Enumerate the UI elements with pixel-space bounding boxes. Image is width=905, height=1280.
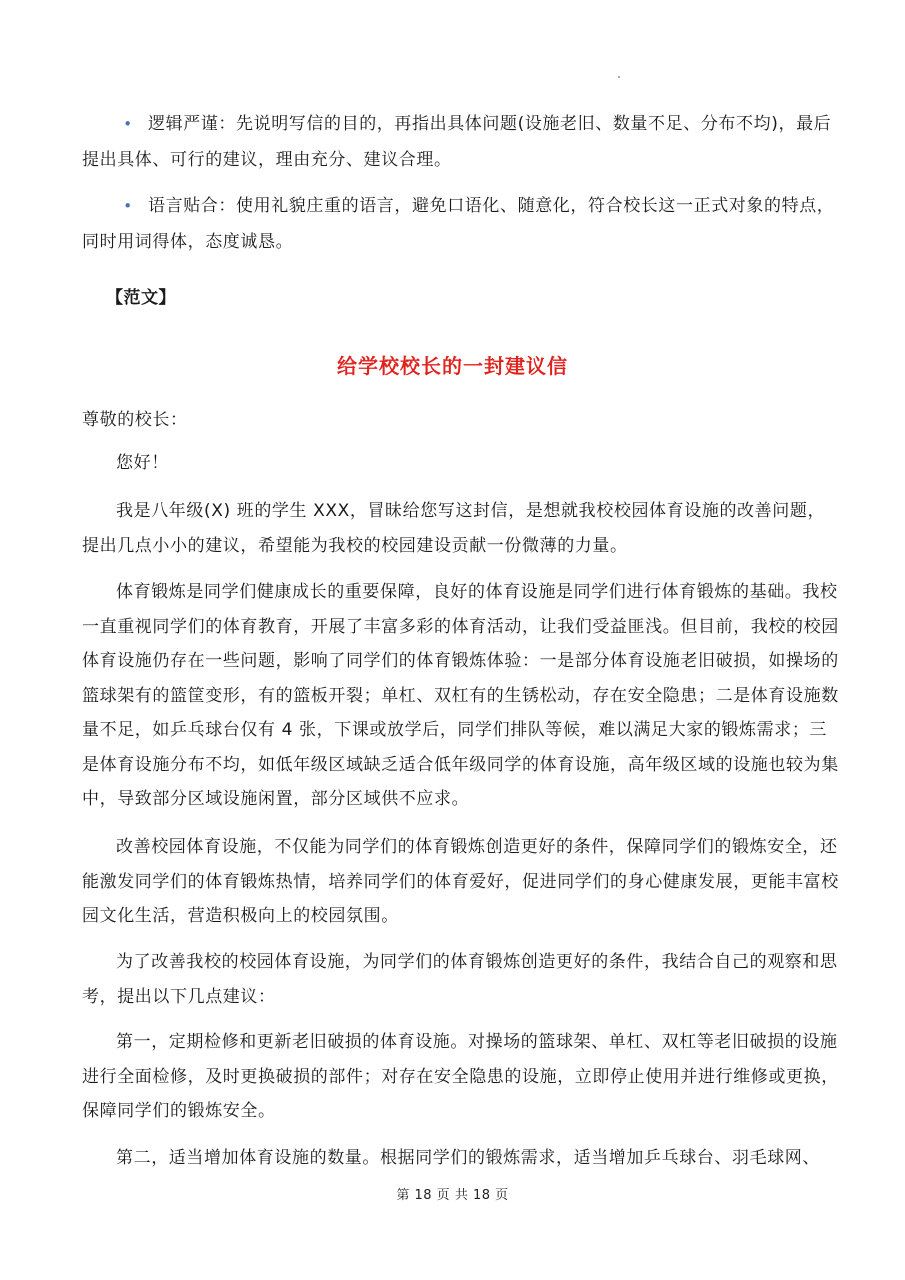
letter-paragraph: 第一，定期检修和更新老旧破损的体育设施。对操场的篮球架、单杠、双杠等老旧破损的设施进行全面检修，及时更换破损的部件；对存在安全隐患的设施，立即停止使用并进行维修或更换，保障同学们的锻炼安全。 [82, 1032, 839, 1121]
letter-paragraph: 改善校园体育设施，不仅能为同学们的体育锻炼创造更好的条件，保障同学们的锻炼安全，还能激发同学们的体育锻炼热情，培养同学们的体育爱好，促进同学们的身心健康发展，更能丰富校园文化生活，营造积极向上的校园氛围。 [82, 837, 839, 926]
bullet-item-language [82, 188, 840, 260]
letter-paragraph: 我是八年级(X) 班的学生 XXX，冒昧给您写这封信，是想就我校校园体育设施的改善问题，提出几点小小的建议，希望能为我校的校园建设贡献一份微薄的力量。 [82, 501, 826, 556]
letter-salutation: 尊敬的校长： [82, 410, 188, 430]
bullet-dot-icon: • [123, 115, 133, 133]
bullet-dot-icon: • [123, 197, 133, 215]
letter-paragraph: 为了改善我校的校园体育设施，为同学们的体育锻炼创造更好的条件，我结合自己的观察和思考，提出以下几点建议： [82, 952, 838, 1007]
letter-paragraph: 第二，适当增加体育设施的数量。根据同学们的锻炼需求，适当增加乒乓球台、羽毛球网、 [116, 1148, 820, 1168]
letter-paragraph: 体育锻炼是同学们健康成长的重要保障，良好的体育设施是同学们进行体育锻炼的基础。我校一直重视同学们的体育教育，开展了丰富多彩的体育活动，让我们受益匪浅。但目前，我校的校园体育设施仍存在一些问题，影响了同学们的体育锻炼体验：一是部分体育设施老旧破损，如操场的篮球架有的篮筐变形，有的篮板开裂；单杠、双杠有的生锈松动，存在安全隐患；二是体育设施数量不足，如乒乓球台仅有 4 张，下课或放学后，同学们排队等候，难以满足大家的锻炼需求；三是体育设施分布不均，如低年级区域缺乏适合低年级同学的体育设施，高年级区域的设施也较为集中，导致部分区域设施闲置，部分区域供不应求。 [82, 582, 839, 809]
section-label: 【范文】 [106, 288, 176, 308]
bullet-text: 逻辑严谨：先说明写信的目的，再指出具体问题(设施老旧、数量不足、分布不均)，最后提出具体、可行的建议，理由充分、建议合理。 [82, 114, 832, 170]
scan-speck [618, 76, 620, 78]
letter-greeting: 您好！ [116, 453, 169, 473]
letter-title: 给学校校长的一封建议信 [337, 354, 568, 378]
bullet-text: 语言贴合：使用礼貌庄重的语言，避免口语化、随意化，符合校长这一正式对象的特点，同时用词得体，态度诚恳。 [82, 196, 835, 252]
page-footer: 第 18 页 共 18 页 [396, 1188, 509, 1203]
bullet-item-logic [82, 106, 840, 178]
